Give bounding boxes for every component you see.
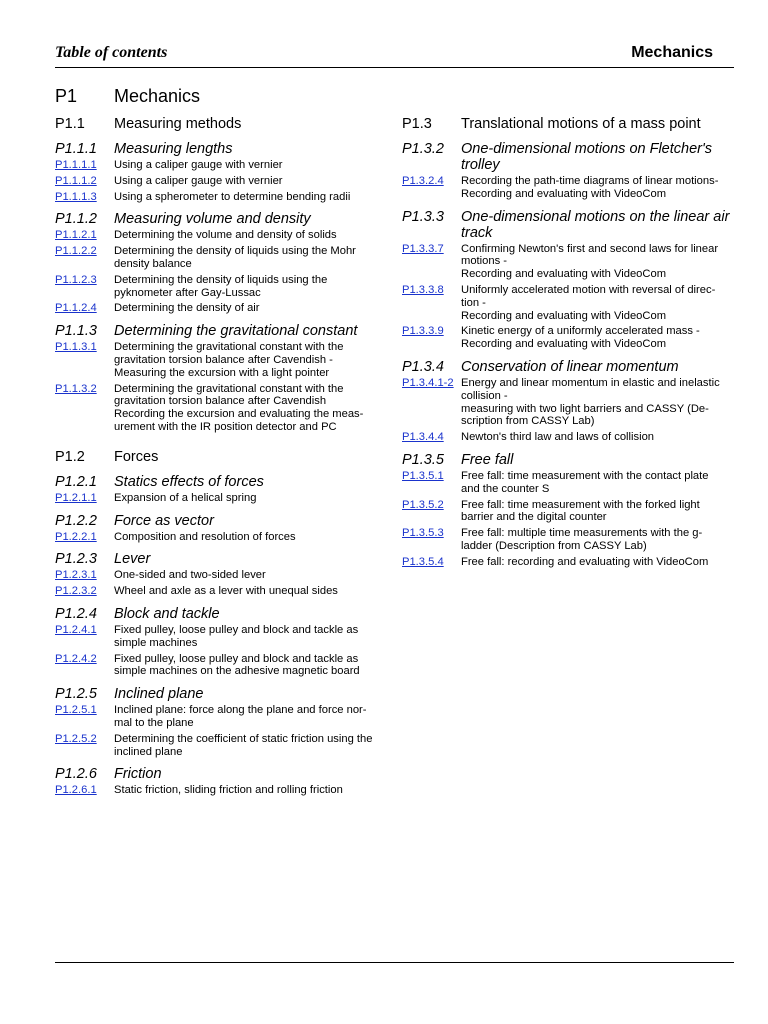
heading-number: P1.2 bbox=[55, 448, 85, 465]
chapter-number: P1 bbox=[55, 86, 78, 106]
toc-entry-link[interactable]: P1.3.3.7 bbox=[402, 242, 444, 255]
toc-entry-text: Uniformly accelerated motion with reversal of direc- tion - Recording and evaluating with VideoCom bbox=[461, 283, 716, 322]
toc-entry-link[interactable]: P1.2.3.2 bbox=[55, 585, 97, 598]
subsection-heading bbox=[55, 474, 375, 490]
heading-number: P1.2.6 bbox=[55, 766, 97, 783]
heading-title: Block and tackle bbox=[114, 605, 220, 622]
toc-entry-link[interactable]: P1.2.1.1 bbox=[55, 491, 97, 504]
toc-entry-text: Newton's third law and laws of collision bbox=[461, 431, 655, 444]
toc-right-column bbox=[402, 115, 734, 572]
heading-number: P1.1.3 bbox=[55, 323, 97, 340]
toc-entry-text: Energy and linear momentum in elastic and inelastic collision - measuring with two light barriers and CASSY (De- scription from CASSY Lab) bbox=[461, 376, 720, 428]
toc-entry bbox=[402, 175, 734, 201]
toc-entry bbox=[402, 325, 734, 351]
toc-entry-link[interactable]: P1.3.5.4 bbox=[402, 555, 444, 568]
header-title: Table of contents bbox=[55, 44, 168, 61]
heading-title: Translational motions of a mass point bbox=[461, 116, 701, 132]
toc-entry-link[interactable]: P1.1.2.1 bbox=[55, 229, 97, 242]
section-heading bbox=[402, 115, 734, 133]
toc-entry bbox=[402, 470, 734, 496]
heading-number: P1.2.3 bbox=[55, 551, 97, 568]
toc-entry-text: Kinetic energy of a uniformly accelerated mass - Recording and evaluating with VideoCom bbox=[461, 325, 700, 351]
toc-entry-link[interactable]: P1.1.2.4 bbox=[55, 302, 97, 315]
heading-title: Conservation of linear momentum bbox=[461, 358, 679, 375]
toc-entry bbox=[55, 302, 375, 315]
toc-entry bbox=[55, 585, 375, 598]
heading-title: Free fall bbox=[461, 451, 514, 468]
toc-entry bbox=[55, 245, 375, 271]
toc-entry-text: Determining the density of liquids using the pyknometer after Gay-Lussac bbox=[114, 273, 328, 299]
subsection-heading bbox=[55, 141, 375, 157]
toc-entry-link[interactable]: P1.3.5.3 bbox=[402, 527, 444, 540]
heading-number: P1.3.4 bbox=[402, 358, 444, 375]
toc-entry-text: Using a caliper gauge with vernier bbox=[114, 159, 283, 171]
toc-entry bbox=[55, 704, 375, 730]
subsection-heading bbox=[55, 513, 375, 529]
toc-entry-text: Confirming Newton's first and second laws for linear motions - Recording and evaluating with VideoCom bbox=[461, 242, 719, 281]
toc-entry bbox=[402, 499, 734, 525]
toc-entry-text: Static friction, sliding friction and rolling friction bbox=[114, 784, 343, 797]
subsection-heading bbox=[55, 766, 375, 782]
toc-entry bbox=[55, 784, 375, 797]
header-rule bbox=[55, 67, 734, 68]
toc-entry-link[interactable]: P1.3.2.4 bbox=[402, 175, 444, 187]
toc-entry bbox=[55, 569, 375, 582]
toc-entry bbox=[55, 274, 375, 300]
section-heading bbox=[55, 448, 375, 466]
toc-entry bbox=[402, 284, 734, 322]
heading-title: Forces bbox=[114, 448, 159, 465]
heading-title: Inclined plane bbox=[114, 686, 204, 703]
heading-title: Measuring methods bbox=[114, 116, 242, 132]
toc-entry bbox=[55, 191, 375, 204]
heading-title: Force as vector bbox=[114, 512, 214, 529]
heading-title: Lever bbox=[114, 551, 151, 568]
toc-entry-text: Fixed pulley, loose pulley and block and tackle as simple machines bbox=[114, 623, 359, 649]
toc-entry-text: Fixed pulley, loose pulley and block and tackle as simple machines on the adhesive magnetic board bbox=[114, 652, 360, 678]
toc-entry-text: Determining the volume and density of solids bbox=[114, 229, 337, 242]
subsection-heading bbox=[55, 606, 375, 622]
toc-entry-link[interactable]: P1.3.3.8 bbox=[402, 283, 444, 296]
heading-title: One-dimensional motions on the linear air track bbox=[461, 208, 730, 241]
toc-entry bbox=[402, 527, 734, 553]
toc-entry-link[interactable]: P1.3.3.9 bbox=[402, 325, 444, 338]
toc-entry-link[interactable]: P1.2.2.1 bbox=[55, 530, 97, 543]
heading-title: One-dimensional motions on Fletcher's trolley bbox=[461, 141, 712, 173]
toc-entry bbox=[402, 377, 734, 428]
toc-entry-text: Expansion of a helical spring bbox=[114, 491, 257, 504]
toc-entry-text: Free fall: time measurement with the contact plate and the counter S bbox=[461, 469, 709, 495]
toc-entry-link[interactable]: P1.1.1.1 bbox=[55, 159, 97, 171]
toc-entry-link[interactable]: P1.1.3.2 bbox=[55, 382, 97, 395]
toc-entry-link[interactable]: P1.2.4.2 bbox=[55, 652, 97, 665]
heading-number: P1.2.4 bbox=[55, 605, 97, 622]
footer-rule bbox=[55, 962, 734, 963]
subsection-heading bbox=[402, 452, 734, 468]
heading-number: P1.2.5 bbox=[55, 686, 97, 703]
subsection-heading bbox=[55, 686, 375, 702]
toc-entry-text: Using a spherometer to determine bending radii bbox=[114, 190, 351, 203]
toc-entry-text: Using a caliper gauge with vernier bbox=[114, 174, 283, 187]
toc-entry bbox=[55, 733, 375, 759]
heading-number: P1.3 bbox=[402, 116, 432, 132]
toc-entry-link[interactable]: P1.1.2.3 bbox=[55, 273, 97, 286]
heading-title: Statics effects of forces bbox=[114, 473, 264, 490]
heading-title: Measuring lengths bbox=[114, 141, 233, 157]
toc-entry bbox=[402, 556, 734, 569]
toc-entry-link[interactable]: P1.2.5.1 bbox=[55, 704, 97, 717]
toc-entry-link[interactable]: P1.1.1.2 bbox=[55, 174, 97, 187]
toc-entry-text: Wheel and axle as a lever with unequal sides bbox=[114, 585, 338, 598]
toc-entry bbox=[55, 341, 375, 379]
heading-title: Friction bbox=[114, 766, 162, 783]
toc-entry-text: Inclined plane: force along the plane and force nor- mal to the plane bbox=[114, 704, 367, 729]
toc-left-column bbox=[55, 115, 375, 800]
toc-entry-link[interactable]: P1.3.4.4 bbox=[402, 431, 444, 444]
heading-number: P1.2.1 bbox=[55, 473, 97, 490]
subsection-heading bbox=[402, 359, 734, 375]
heading-number: P1.1.2 bbox=[55, 211, 97, 228]
subsection-heading bbox=[55, 211, 375, 227]
toc-entry-text: Determining the gravitational constant with the gravitation torsion balance after Cavendish Recording the excursion and evaluating the meas- urement with the IR position detector and PC bbox=[114, 382, 364, 433]
toc-entry-text: Free fall: time measurement with the forked light barrier and the digital counter bbox=[461, 498, 700, 524]
toc-entry-link[interactable]: P1.2.4.1 bbox=[55, 623, 97, 636]
toc-entry-link[interactable]: P1.3.5.1 bbox=[402, 469, 444, 482]
header-section: Mechanics bbox=[631, 44, 713, 61]
toc-entry bbox=[55, 531, 375, 544]
subsection-heading bbox=[55, 323, 375, 339]
subsection-heading bbox=[402, 209, 734, 241]
toc-entry-link[interactable]: P1.1.3.1 bbox=[55, 341, 97, 354]
toc-entry-text: Determining the gravitational constant with the gravitation torsion balance after Cavendish - Measuring the excursion with a light pointer bbox=[114, 341, 344, 379]
heading-number: P1.1.1 bbox=[55, 141, 97, 157]
heading-number: P1.3.3 bbox=[402, 208, 444, 225]
toc-entry bbox=[55, 175, 375, 188]
chapter-heading bbox=[55, 86, 200, 106]
heading-title: Determining the gravitational constant bbox=[114, 323, 358, 340]
toc-entry-text: One-sided and two-sided lever bbox=[114, 569, 266, 582]
subsection-heading bbox=[402, 141, 734, 173]
subsection-heading bbox=[55, 551, 375, 567]
toc-entry-text: Free fall: multiple time measurements with the g- ladder (Description from CASSY Lab) bbox=[461, 527, 703, 552]
chapter-title: Mechanics bbox=[114, 86, 201, 106]
heading-number: P1.3.5 bbox=[402, 451, 444, 468]
heading-title: Measuring volume and density bbox=[114, 211, 311, 228]
toc-entry-text: Recording the path-time diagrams of linear motions- Recording and evaluating with VideoCom bbox=[461, 175, 719, 200]
toc-entry bbox=[55, 653, 375, 679]
toc-entry bbox=[402, 243, 734, 281]
heading-number: P1.2.2 bbox=[55, 512, 97, 529]
toc-entry bbox=[55, 383, 375, 434]
toc-entry-link[interactable]: P1.3.5.2 bbox=[402, 498, 444, 511]
toc-entry bbox=[55, 229, 375, 242]
toc-entry-link[interactable]: P1.2.6.1 bbox=[55, 784, 97, 797]
toc-entry bbox=[55, 159, 375, 172]
toc-entry-link[interactable]: P1.1.1.3 bbox=[55, 190, 97, 203]
toc-entry-link[interactable]: P1.3.4.1-2 bbox=[402, 376, 454, 389]
toc-entry-text: Determining the density of air bbox=[114, 302, 260, 315]
toc-entry-text: Composition and resolution of forces bbox=[114, 530, 296, 543]
toc-entry bbox=[55, 624, 375, 650]
heading-number: P1.3.2 bbox=[402, 141, 444, 157]
toc-entry-text: Determining the coefficient of static friction using the inclined plane bbox=[114, 732, 373, 758]
toc-entry-text: Free fall: recording and evaluating with VideoCom bbox=[461, 555, 709, 568]
toc-entry-link[interactable]: P1.2.5.2 bbox=[55, 732, 97, 745]
toc-entry-link[interactable]: P1.2.3.1 bbox=[55, 569, 97, 582]
toc-entry bbox=[402, 431, 734, 444]
heading-number: P1.1 bbox=[55, 116, 85, 132]
section-heading bbox=[55, 115, 375, 133]
toc-entry-link[interactable]: P1.1.2.2 bbox=[55, 245, 97, 258]
toc-entry bbox=[55, 492, 375, 505]
toc-entry-text: Determining the density of liquids using the Mohr density balance bbox=[114, 245, 356, 270]
